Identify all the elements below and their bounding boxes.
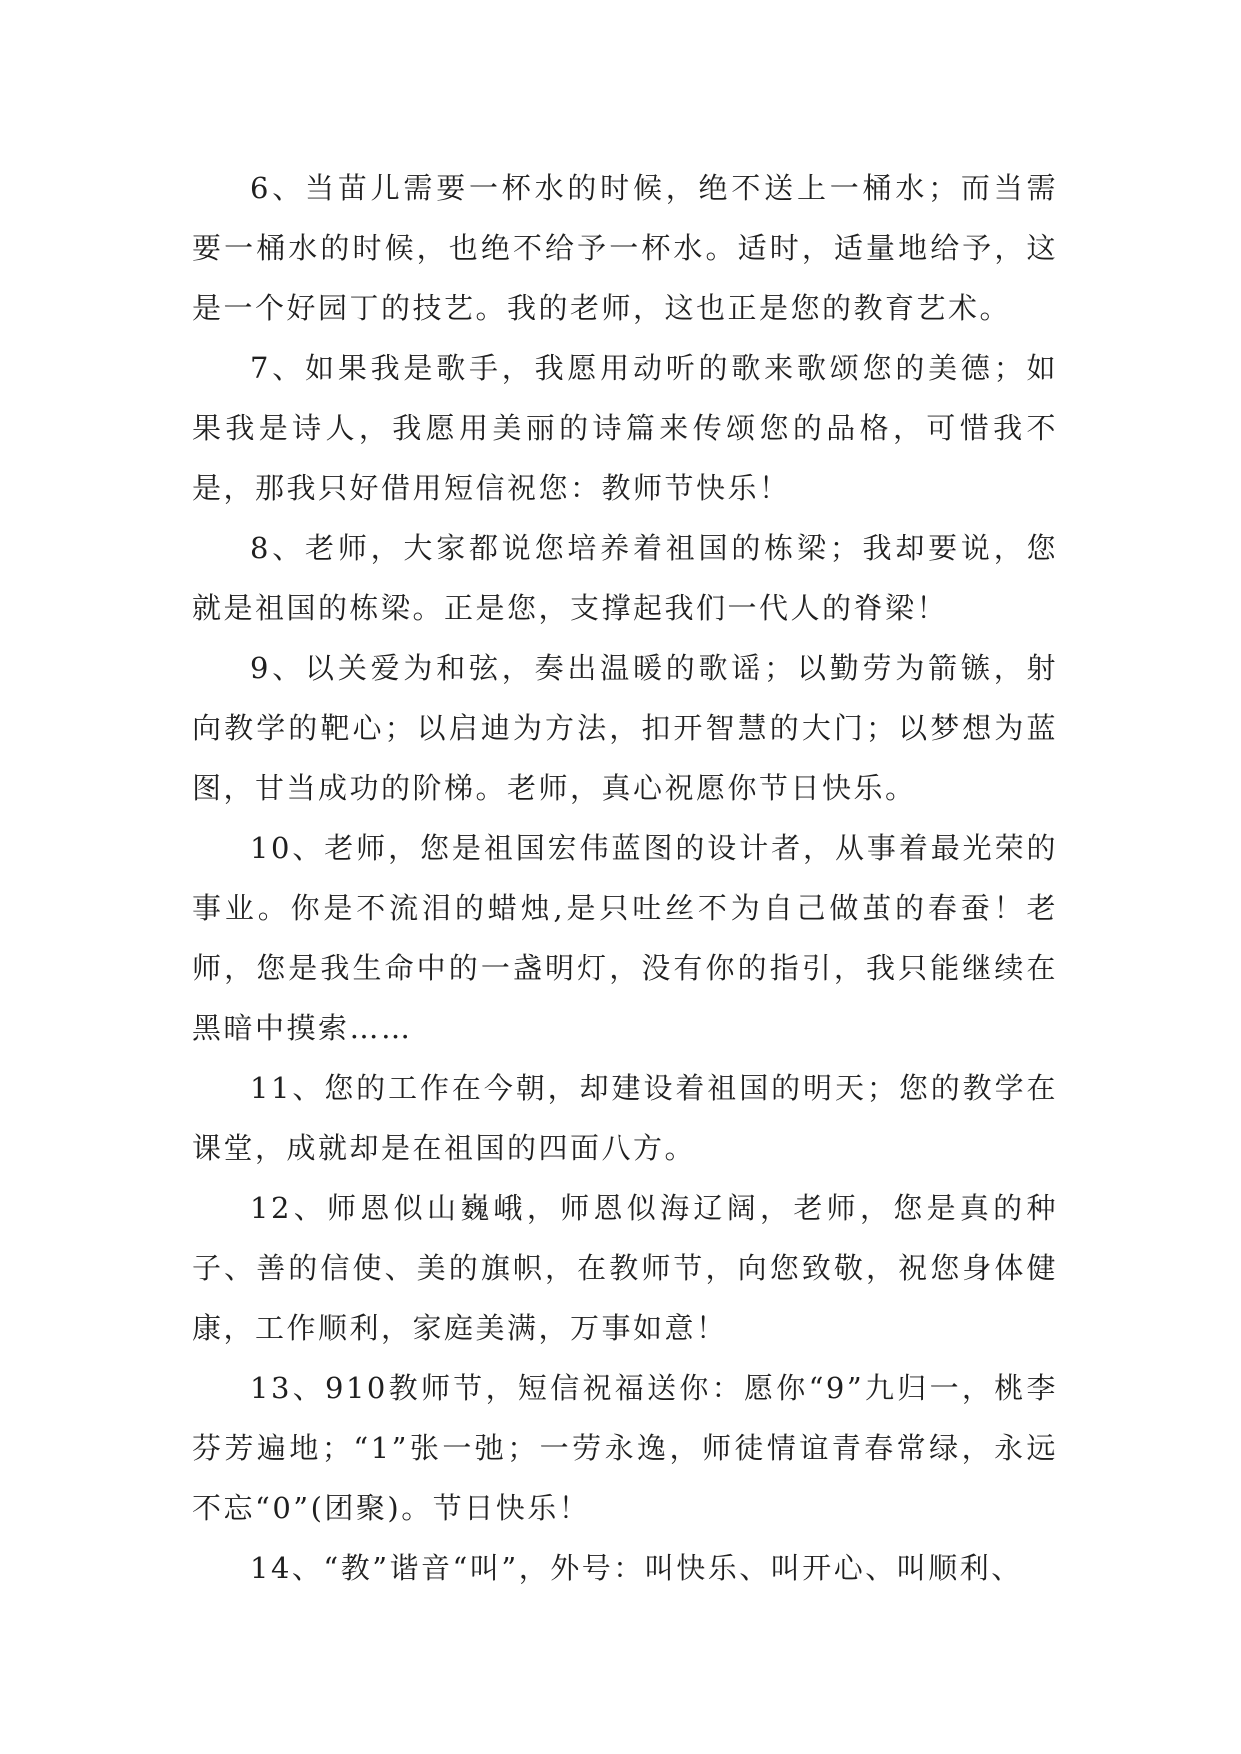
paragraph-13: 13、910教师节，短信祝福送你：愿你“9”九归一，桃李芬芳遍地；“1”张一弛；一劳永逸，师徒情谊青春常绿，永远不忘“0”(团聚)。节日快乐！ <box>192 1371 1058 1525</box>
paragraph-6: 6、当苗儿需要一杯水的时候，绝不送上一桶水；而当需要一桶水的时候，也绝不给予一杯水。适时，适量地给予，这是一个好园丁的技艺。我的老师，这也正是您的教育艺术。 <box>192 171 1058 325</box>
paragraph-9: 9、以关爱为和弦，奏出温暖的歌谣；以勤劳为箭镞，射向教学的靶心；以启迪为方法，扣开智慧的大门；以梦想为蓝图，甘当成功的阶梯。老师，真心祝愿你节日快乐。 <box>192 651 1058 805</box>
paragraph-11: 11、您的工作在今朝，却建设着祖国的明天；您的教学在课堂，成就却是在祖国的四面八方。 <box>192 1071 1058 1165</box>
paragraph-8: 8、老师，大家都说您培养着祖国的栋梁；我却要说，您就是祖国的栋梁。正是您，支撑起我们一代人的脊梁！ <box>192 531 1058 625</box>
document-body <box>192 158 1058 1598</box>
paragraph-10: 10、老师，您是祖国宏伟蓝图的设计者，从事着最光荣的事业。你是不流泪的蜡烛,是只吐丝不为自己做茧的春蚕！老师，您是我生命中的一盏明灯，没有你的指引，我只能继续在黑暗中摸索…… <box>192 831 1058 1045</box>
paragraph-14: 14、“教”谐音“叫”，外号：叫快乐、叫开心、叫顺利、 <box>250 1551 1023 1585</box>
paragraph-12: 12、师恩似山巍峨，师恩似海辽阔，老师，您是真的种子、善的信使、美的旗帜，在教师节，向您致敬，祝您身体健康，工作顺利，家庭美满，万事如意！ <box>192 1191 1058 1345</box>
paragraph-7: 7、如果我是歌手，我愿用动听的歌来歌颂您的美德；如果我是诗人，我愿用美丽的诗篇来传颂您的品格，可惜我不是，那我只好借用短信祝您：教师节快乐！ <box>192 351 1058 505</box>
